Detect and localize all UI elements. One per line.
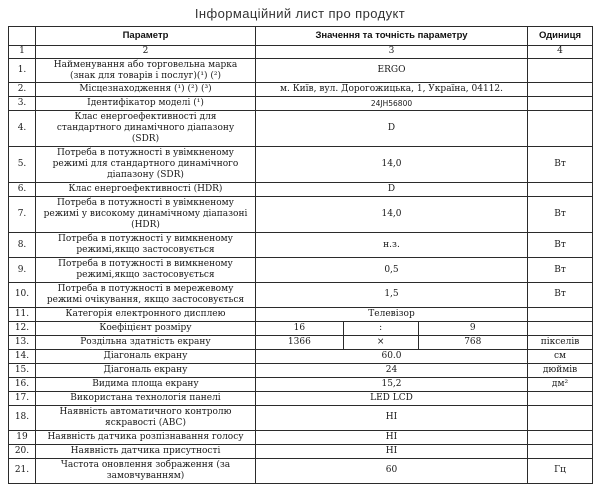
unit-cell: Вт [528,147,593,183]
value-cell: 1,5 [256,282,528,307]
header-unit: Одиниця [528,27,593,46]
row-number-cell: 6. [9,183,36,197]
unit-cell [528,391,593,405]
parameter-cell: Клас енергоефективності для стандартного динамічного діапазону (SDR) [36,111,256,147]
header-value: Значення та точність параметру [256,27,528,46]
value-cell: н.з. [256,233,528,258]
row-number-cell: 19 [9,430,36,444]
table-row [9,363,593,377]
unit-cell [528,444,593,458]
row-number-cell: 16. [9,377,36,391]
header-parameter: Параметр [36,27,256,46]
value-cell: 60.0 [256,349,528,363]
column-number-2: 2 [36,45,256,58]
header-number [9,27,36,46]
value-cell: 60 [256,458,528,483]
parameter-cell: Ідентифікатор моделі (¹) [36,97,256,111]
table-row [9,97,593,111]
row-number-cell: 10. [9,282,36,307]
table-row [9,391,593,405]
ratio-value-group [256,322,527,335]
parameter-cell: Потреба в потужності в увімкненому режимі для стандартного динамічного діапазону (SDR) [36,147,256,183]
parameter-cell: Наявність автоматичного контролю яскравості (ABC) [36,405,256,430]
unit-cell [528,430,593,444]
row-number-cell: 3. [9,97,36,111]
value-cell [256,321,528,335]
unit-cell: Вт [528,258,593,283]
parameter-cell: Найменування або торговельна марка (знак для товарів і послуг)(¹) (²) [36,58,256,83]
value-cell: НІ [256,444,528,458]
value-cell: 24 [256,363,528,377]
parameter-cell: Частота оновлення зображення (за замовчуванням) [36,458,256,483]
parameter-cell: Роздільна здатність екрану [36,335,256,349]
resolution-width-value: 1366 [287,336,311,347]
unit-cell [528,111,593,147]
resolution-value-group [256,336,527,349]
table-row [9,183,593,197]
parameter-cell: Наявність датчика розпізнавання голосу [36,430,256,444]
row-number-cell: 9. [9,258,36,283]
unit-cell: Гц [528,458,593,483]
row-number-cell: 2. [9,83,36,97]
value-cell: LED LCD [256,391,528,405]
value-cell: ERGO [256,58,528,83]
row-number-cell: 21. [9,458,36,483]
unit-cell: пікселів [528,335,593,349]
table-row [9,444,593,458]
value-cell: м. Київ, вул. Дорогожицька, 1, Україна, 04112. [256,83,528,97]
unit-cell [528,307,593,321]
parameter-cell: Використана технологія панелі [36,391,256,405]
row-number-cell: 4. [9,111,36,147]
unit-cell [528,321,593,335]
resolution-height-value: 768 [464,336,482,347]
unit-cell: Вт [528,233,593,258]
value-cell [256,335,528,349]
value-cell: НІ [256,405,528,430]
unit-cell [528,58,593,83]
row-number-cell: 14. [9,349,36,363]
unit-cell [528,97,593,111]
row-number-cell: 18. [9,405,36,430]
table-row [9,83,593,97]
parameter-cell: Потреба в потужності в вимкненому режимі,якщо застосовується [36,258,256,283]
parameter-cell: Наявність датчика присутності [36,444,256,458]
table-row [9,111,593,147]
row-number-cell: 20. [9,444,36,458]
ratio-separator: : [343,322,419,335]
parameter-cell: Діагональ екрану [36,363,256,377]
parameter-cell: Місцезнаходження (¹) (²) (³) [36,83,256,97]
value-cell: 15,2 [256,377,528,391]
table-row [9,349,593,363]
parameter-cell: Потреба в потужності в мережевому режимі очікування, якщо застосовується [36,282,256,307]
unit-cell: дм² [528,377,593,391]
parameter-cell: Категорія електронного дисплею [36,307,256,321]
value-cell: 14,0 [256,147,528,183]
table-row [9,258,593,283]
unit-cell [528,405,593,430]
parameter-cell: Потреба в потужності в увімкненому режимі у високому динамічному діапазоні (HDR) [36,197,256,233]
row-number-cell: 11. [9,307,36,321]
table-row [9,405,593,430]
parameter-cell: Діагональ екрану [36,349,256,363]
table-row [9,307,593,321]
ratio-width-value: 16 [293,322,306,333]
table-row [9,282,593,307]
column-number-4: 4 [528,45,593,58]
unit-cell [528,183,593,197]
row-number-cell: 13. [9,335,36,349]
table-row [9,58,593,83]
parameter-cell: Потреба в потужності у вимкненому режимі,якщо застосовується [36,233,256,258]
value-cell: D [256,183,528,197]
row-number-cell: 17. [9,391,36,405]
table-row [9,458,593,483]
parameter-cell: Клас енергоефективності (HDR) [36,183,256,197]
header-row [9,27,593,46]
ratio-height-value: 9 [469,322,476,333]
value-cell: НІ [256,430,528,444]
unit-cell: Вт [528,282,593,307]
table-row [9,233,593,258]
product-info-table [8,26,593,484]
table-row [9,377,593,391]
value-cell: Телевізор [256,307,528,321]
column-number-3: 3 [256,45,528,58]
row-number-cell: 5. [9,147,36,183]
value-cell: 0,5 [256,258,528,283]
row-number-cell: 8. [9,233,36,258]
unit-cell: дюймів [528,363,593,377]
column-number-1: 1 [9,45,36,58]
unit-cell: см [528,349,593,363]
value-cell: 14,0 [256,197,528,233]
unit-cell: Вт [528,197,593,233]
row-number-cell: 15. [9,363,36,377]
page-title: Інформаційний лист про продукт [194,6,406,21]
table-row [9,147,593,183]
row-number-cell: 12. [9,321,36,335]
row-number-cell: 7. [9,197,36,233]
table-row [9,335,593,349]
value-cell: 24JH56800 [256,97,528,111]
resolution-separator: × [343,336,419,349]
table-row [9,321,593,335]
column-numbering-row [9,45,593,58]
value-cell: D [256,111,528,147]
row-number-cell: 1. [9,58,36,83]
parameter-cell: Видима площа екрану [36,377,256,391]
table-row [9,197,593,233]
parameter-cell: Коефіцієнт розміру [36,321,256,335]
table-row [9,430,593,444]
unit-cell [528,83,593,97]
